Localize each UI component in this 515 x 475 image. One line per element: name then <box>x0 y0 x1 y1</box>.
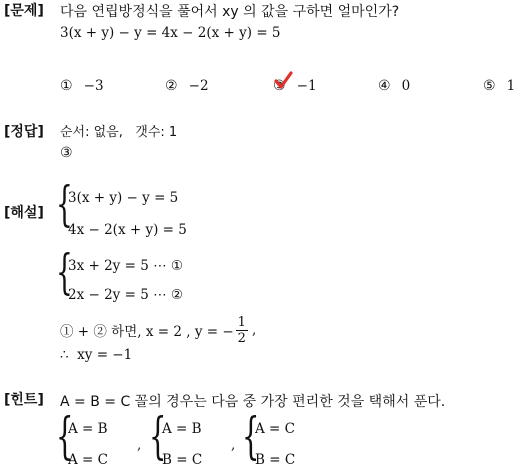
answer-mark: ③ <box>60 145 73 161</box>
hint-system3-eq1: A = C <box>255 421 295 437</box>
hint-system2-eq1: A = B <box>162 421 202 437</box>
explanation-label: [해설] <box>4 205 44 221</box>
problem-equation: 3(x + y) − y = 4x − 2(x + y) = 5 <box>60 25 281 41</box>
choice-3-mark: ③ <box>273 78 286 94</box>
hint-separator-2: , <box>231 437 236 453</box>
choice-1[interactable] <box>60 75 104 94</box>
answer-text: 순서: 없음, 갯수: 1 <box>60 125 178 140</box>
problem-label: [문제] <box>4 3 44 19</box>
left-brace: { <box>56 244 73 300</box>
hint-label: [힌트] <box>4 392 44 408</box>
checkmark-icon <box>273 71 293 91</box>
choice-3-value: −1 <box>296 78 317 94</box>
choice-1-mark: ① <box>60 78 73 94</box>
system1-eq1: 3(x + y) − y = 5 <box>68 190 179 206</box>
half-fraction <box>236 315 248 346</box>
sum-suffix: , <box>251 322 257 338</box>
system1-eq2: 4x − 2(x + y) = 5 <box>68 222 187 238</box>
conclusion: ∴ xy = −1 <box>60 347 133 363</box>
sum-line <box>60 310 256 350</box>
choice-3[interactable] <box>273 75 317 94</box>
fraction-numerator: 1 <box>237 314 246 330</box>
system2-eq1: 3x + 2y = 5 ⋯ ① <box>68 258 183 274</box>
hint-system3-eq2: B = C <box>255 452 296 468</box>
choice-2-mark: ② <box>165 78 178 94</box>
hint-system1-eq1: A = B <box>68 421 108 437</box>
choice-4[interactable] <box>378 75 410 94</box>
choice-4-mark: ④ <box>378 78 391 94</box>
hint-system2-eq2: B = C <box>162 452 203 468</box>
choice-2[interactable] <box>165 75 209 94</box>
sum-prefix: ① + ② 하면, x = 2 , y = − <box>60 324 234 340</box>
system2-eq2: 2x − 2y = 5 ⋯ ② <box>68 287 183 303</box>
left-brace: { <box>149 407 167 465</box>
left-brace: { <box>56 176 73 232</box>
choice-2-value: −2 <box>188 78 209 94</box>
choice-5-mark: ⑤ <box>483 78 496 94</box>
left-brace: { <box>242 407 260 465</box>
choice-1-value: −3 <box>83 78 104 94</box>
problem-question: 다음 연립방정식을 풀어서 xy 의 값을 구하면 얼마인가? <box>60 4 400 20</box>
answer-label: [정답] <box>4 124 44 140</box>
hint-separator-1: , <box>137 437 142 453</box>
choice-5-value: 1 <box>506 78 515 94</box>
left-brace: { <box>56 407 74 465</box>
choice-5[interactable] <box>483 75 515 94</box>
hint-system1-eq2: A = C <box>68 452 108 468</box>
choice-4-value: 0 <box>401 78 411 94</box>
hint-text: A = B = C 꼴의 경우는 다음 중 가장 편리한 것을 택해서 푼다. <box>60 394 446 410</box>
fraction-denominator: 2 <box>237 330 246 346</box>
